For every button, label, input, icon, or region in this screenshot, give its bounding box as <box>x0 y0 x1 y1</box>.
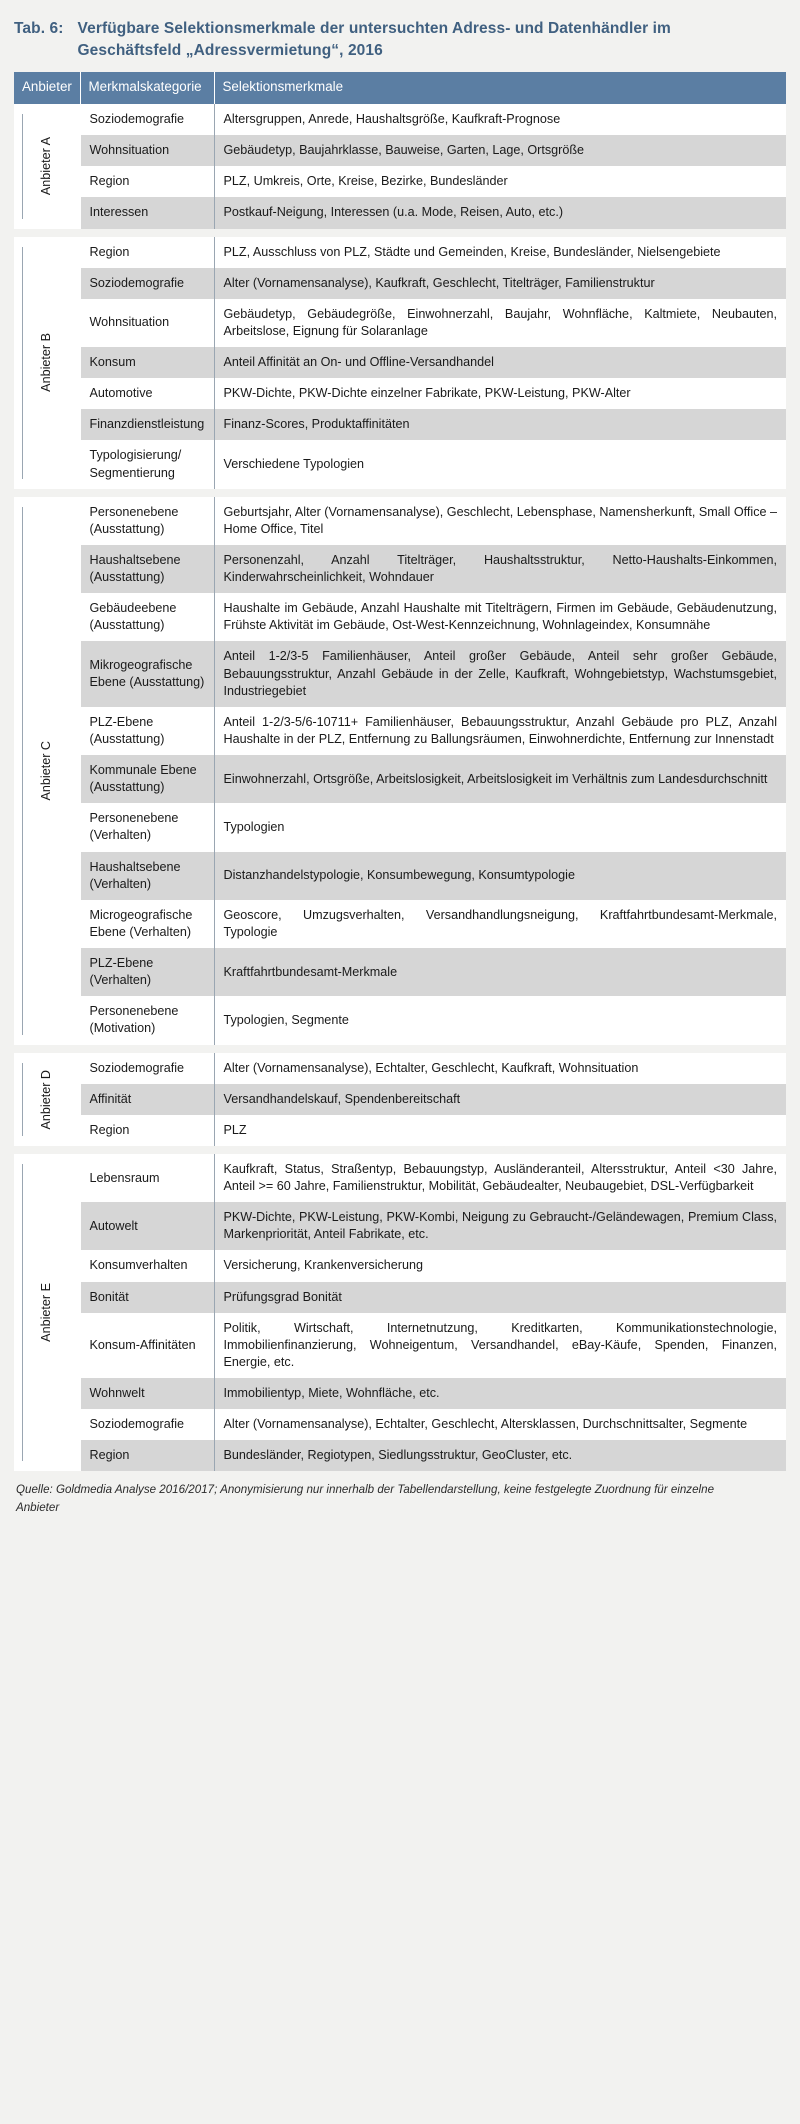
category-cell: Mikrogeografische Ebene (Ausstattung) <box>80 641 214 706</box>
column-header-features: Selektionsmerkmale <box>214 72 786 104</box>
features-cell: PLZ, Ausschluss von PLZ, Städte und Gemeinden, Kreise, Bundesländer, Nielsengebiete <box>214 237 786 268</box>
features-cell: Bundesländer, Regiotypen, Siedlungsstruktur, GeoCluster, etc. <box>214 1440 786 1471</box>
table-body <box>14 104 786 1471</box>
category-cell: PLZ-Ebene (Ausstattung) <box>80 707 214 755</box>
group-spacer <box>14 1045 786 1053</box>
category-cell: Haushaltsebene (Verhalten) <box>80 852 214 900</box>
features-cell: Anteil 1-2/3-5 Familienhäuser, Anteil großer Gebäude, Anteil sehr großer Gebäude, Bebauungsstruktur, Anzahl Gebäude in der Zelle, Kaufkraft, Wohngebietstyp, Wachstumsgebiet, Industriegebiet <box>214 641 786 706</box>
group-spacer <box>14 229 786 237</box>
table-row <box>14 1202 786 1250</box>
category-cell: Haushaltsebene (Ausstattung) <box>80 545 214 593</box>
provider-label-cell <box>14 237 80 489</box>
table-row <box>14 1084 786 1115</box>
group-spacer-cell <box>14 489 786 497</box>
table-row <box>14 1250 786 1281</box>
table-row <box>14 1409 786 1440</box>
category-cell: Region <box>80 1440 214 1471</box>
category-cell: Personenebene (Ausstattung) <box>80 497 214 545</box>
column-header-provider: Anbieter <box>14 72 80 104</box>
group-spacer <box>14 1146 786 1154</box>
table-row <box>14 900 786 948</box>
category-cell: Region <box>80 166 214 197</box>
features-cell: Alter (Vornamensanalyse), Echtalter, Geschlecht, Altersklassen, Durchschnittsalter, Segmente <box>214 1409 786 1440</box>
category-cell: Finanzdienstleistung <box>80 409 214 440</box>
category-cell: Soziodemografie <box>80 268 214 299</box>
features-cell: Geburtsjahr, Alter (Vornamensanalyse), Geschlecht, Lebensphase, Namensherkunft, Small Office – Home Office, Titel <box>214 497 786 545</box>
table-row <box>14 1154 786 1202</box>
group-spacer-cell <box>14 229 786 237</box>
provider-label: Anbieter E <box>39 1283 54 1343</box>
group-spacer <box>14 489 786 497</box>
provider-label: Anbieter A <box>39 137 54 196</box>
category-cell: Kommunale Ebene (Ausstattung) <box>80 755 214 803</box>
features-cell: Postkauf-Neigung, Interessen (u.a. Mode, Reisen, Auto, etc.) <box>214 197 786 228</box>
group-spacer-cell <box>14 1045 786 1053</box>
category-cell: Automotive <box>80 378 214 409</box>
table-row <box>14 135 786 166</box>
column-header-category: Merkmalskategorie <box>80 72 214 104</box>
features-cell: Alter (Vornamensanalyse), Kaufkraft, Geschlecht, Titelträger, Familienstruktur <box>214 268 786 299</box>
table-header <box>14 72 786 104</box>
selection-features-table <box>14 72 786 1471</box>
category-cell: Microgeografische Ebene (Verhalten) <box>80 900 214 948</box>
category-cell: Region <box>80 1115 214 1146</box>
provider-label: Anbieter B <box>39 333 54 393</box>
features-cell: Verschiedene Typologien <box>214 440 786 488</box>
table-row <box>14 1378 786 1409</box>
table-row <box>14 593 786 641</box>
table-title-text: Verfügbare Selektionsmerkmale der untersuchten Adress- und Datenhändler im Geschäftsfeld „Adressvermietung“, 2016 <box>77 20 671 59</box>
table-header-row <box>14 72 786 104</box>
category-cell: Autowelt <box>80 1202 214 1250</box>
provider-label: Anbieter C <box>39 740 54 801</box>
category-cell: Typologisierung/ Segmentierung <box>80 440 214 488</box>
features-cell: Geoscore, Umzugsverhalten, Versandhandlungsneigung, Kraftfahrtbundesamt-Merkmale, Typologie <box>214 900 786 948</box>
features-cell: Kraftfahrtbundesamt-Merkmale <box>214 948 786 996</box>
table-row <box>14 641 786 706</box>
features-cell: Altersgruppen, Anrede, Haushaltsgröße, Kaufkraft-Prognose <box>214 104 786 135</box>
category-cell: Region <box>80 237 214 268</box>
category-cell: Konsum <box>80 347 214 378</box>
category-cell: Wohnwelt <box>80 1378 214 1409</box>
table-row <box>14 707 786 755</box>
features-cell: Typologien, Segmente <box>214 996 786 1044</box>
features-cell: Immobilientyp, Miete, Wohnfläche, etc. <box>214 1378 786 1409</box>
features-cell: PKW-Dichte, PKW-Leistung, PKW-Kombi, Neigung zu Gebraucht-/Geländewagen, Premium Class, Markenpriorität, Anteil Fabrikate, etc. <box>214 1202 786 1250</box>
table-row <box>14 1115 786 1146</box>
provider-label-cell <box>14 497 80 1045</box>
category-cell: Soziodemografie <box>80 1053 214 1084</box>
features-cell: Versicherung, Krankenversicherung <box>214 1250 786 1281</box>
category-cell: Personenebene (Motivation) <box>80 996 214 1044</box>
features-cell: Anteil 1-2/3-5/6-10711+ Familienhäuser, Bebauungsstruktur, Anzahl Gebäude pro PLZ, Anzahl Haushalte in der PLZ, Entfernung zu Ballungsräumen, Einwohnerdichte, Entfernung zur Innenstadt <box>214 707 786 755</box>
table-row <box>14 803 786 851</box>
features-cell: PLZ <box>214 1115 786 1146</box>
category-cell: Wohnsituation <box>80 299 214 347</box>
table-row <box>14 299 786 347</box>
features-cell: Gebäudetyp, Baujahrklasse, Bauweise, Garten, Lage, Ortsgröße <box>214 135 786 166</box>
table-row <box>14 166 786 197</box>
features-cell: Gebäudetyp, Gebäudegröße, Einwohnerzahl, Baujahr, Wohnfläche, Kaltmiete, Neubauten, Arbeitslose, Eignung für Solaranlage <box>214 299 786 347</box>
features-cell: PLZ, Umkreis, Orte, Kreise, Bezirke, Bundesländer <box>214 166 786 197</box>
features-cell: Personenzahl, Anzahl Titelträger, Haushaltsstruktur, Netto-Haushalts-Einkommen, Kinderwahrscheinlichkeit, Wohndauer <box>214 545 786 593</box>
features-cell: Politik, Wirtschaft, Internetnutzung, Kreditkarten, Kommunikationstechnologie, Immobilienfinanzierung, Wohneigentum, Versandhandel, eBay-Käufe, Spenden, Finanzen, Energie, etc. <box>214 1313 786 1378</box>
category-cell: Interessen <box>80 197 214 228</box>
table-row <box>14 347 786 378</box>
features-cell: Finanz-Scores, Produktaffinitäten <box>214 409 786 440</box>
category-cell: Konsumverhalten <box>80 1250 214 1281</box>
features-cell: Typologien <box>214 803 786 851</box>
features-cell: PKW-Dichte, PKW-Dichte einzelner Fabrikate, PKW-Leistung, PKW-Alter <box>214 378 786 409</box>
table-row <box>14 237 786 268</box>
category-cell: Personenebene (Verhalten) <box>80 803 214 851</box>
category-cell: Soziodemografie <box>80 104 214 135</box>
features-cell: Versandhandelskauf, Spendenbereitschaft <box>214 1084 786 1115</box>
table-row <box>14 755 786 803</box>
table-row <box>14 378 786 409</box>
table-number: Tab. 6: <box>14 20 64 37</box>
table-row <box>14 197 786 228</box>
category-cell: Konsum-Affinitäten <box>80 1313 214 1378</box>
features-cell: Haushalte im Gebäude, Anzahl Haushalte mit Titelträgern, Firmen im Gebäude, Gebäudenutzung, Frühste Aktivität im Gebäude, Ost-West-Kennzeichnung, Wohnlageindex, Konsumnähe <box>214 593 786 641</box>
provider-label-cell <box>14 1154 80 1472</box>
category-cell: Gebäudeebene (Ausstattung) <box>80 593 214 641</box>
table-row <box>14 440 786 488</box>
category-cell: Wohnsituation <box>80 135 214 166</box>
features-cell: Prüfungsgrad Bonität <box>214 1282 786 1313</box>
table-row <box>14 1053 786 1084</box>
group-spacer-cell <box>14 1146 786 1154</box>
table-row <box>14 948 786 996</box>
category-cell: PLZ-Ebene (Verhalten) <box>80 948 214 996</box>
category-cell: Soziodemografie <box>80 1409 214 1440</box>
features-cell: Einwohnerzahl, Ortsgröße, Arbeitslosigkeit, Arbeitslosigkeit im Verhältnis zum Landesdurchschnitt <box>214 755 786 803</box>
category-cell: Lebensraum <box>80 1154 214 1202</box>
table-row <box>14 852 786 900</box>
features-cell: Kaufkraft, Status, Straßentyp, Bebauungstyp, Ausländeranteil, Altersstruktur, Anteil <30 Jahre, Anteil >= 60 Jahre, Familienstruktur, Mobilität, Gebäudealter, Neubaugebiet, DSL-Verfügbarkeit <box>214 1154 786 1202</box>
features-cell: Alter (Vornamensanalyse), Echtalter, Geschlecht, Kaufkraft, Wohnsituation <box>214 1053 786 1084</box>
page-title <box>14 18 786 72</box>
features-cell: Distanzhandelstypologie, Konsumbewegung, Konsumtypologie <box>214 852 786 900</box>
category-cell: Affinität <box>80 1084 214 1115</box>
table-row <box>14 497 786 545</box>
table-row <box>14 1282 786 1313</box>
table-row <box>14 545 786 593</box>
table-row <box>14 996 786 1044</box>
table-row <box>14 409 786 440</box>
provider-label-cell <box>14 104 80 229</box>
table-row <box>14 104 786 135</box>
table-row <box>14 1440 786 1471</box>
source-note: Quelle: Goldmedia Analyse 2016/2017; Anonymisierung nur innerhalb der Tabellendarstellung, keine festgelegte Zuordnung für einzelne Anbieter <box>16 1483 715 1514</box>
features-cell: Anteil Affinität an On- und Offline-Versandhandel <box>214 347 786 378</box>
category-cell: Bonität <box>80 1282 214 1313</box>
provider-label: Anbieter D <box>39 1069 54 1130</box>
table-row <box>14 1313 786 1378</box>
table-row <box>14 268 786 299</box>
provider-label-cell <box>14 1053 80 1146</box>
